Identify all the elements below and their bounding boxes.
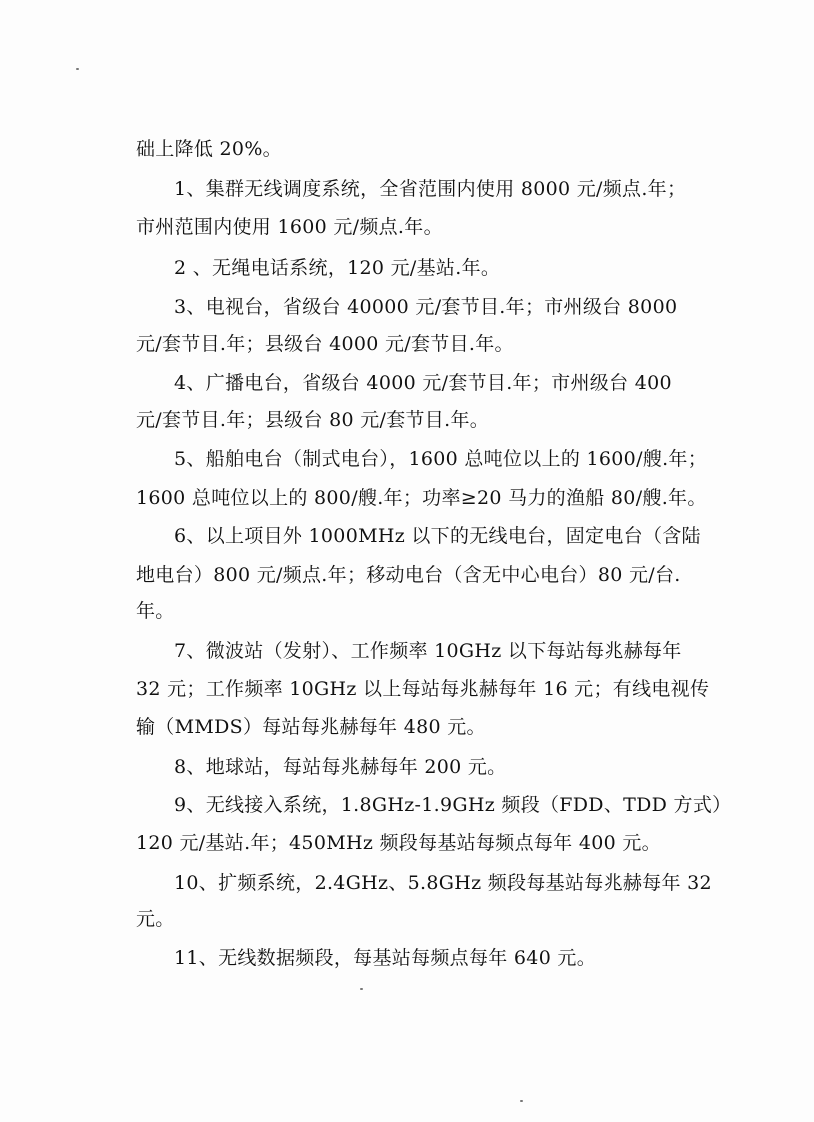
item-3-line-1: 3、电视台，省级台 40000 元/套节目.年；市州级台 8000 [174, 296, 678, 318]
text-line: 础上降低 20%。 [136, 138, 282, 160]
item-1-line-2: 市州范围内使用 1600 元/频点.年。 [136, 216, 443, 238]
scan-speck [520, 1100, 523, 1102]
item-6-line-3: 年。 [136, 600, 175, 622]
item-7-line-3: 输（MMDS）每站每兆赫每年 480 元。 [136, 716, 486, 738]
item-5-line-2: 1600 总吨位以上的 800/艘.年；功率≥20 马力的渔船 80/艘.年。 [136, 487, 707, 509]
item-8-line: 8、地球站，每站每兆赫每年 200 元。 [174, 756, 507, 778]
item-4-line-2: 元/套节目.年；县级台 80 元/套节目.年。 [136, 409, 490, 431]
item-10-line-1: 10、扩频系统，2.4GHz、5.8GHz 频段每基站每兆赫每年 32 [174, 872, 712, 894]
scan-speck [76, 68, 79, 70]
item-9-line-1: 9、无线接入系统，1.8GHz-1.9GHz 频段（FDD、TDD 方式） [174, 794, 732, 816]
item-11-line: 11、无线数据频段，每基站每频点每年 640 元。 [174, 947, 597, 969]
item-1-line-1: 1、集群无线调度系统，全省范围内使用 8000 元/频点.年； [174, 178, 687, 200]
item-9-line-2: 120 元/基站.年；450MHz 频段每基站每频点每年 400 元。 [136, 832, 661, 854]
item-10-line-2: 元。 [136, 908, 175, 930]
item-5-line-1: 5、船舶电台（制式电台），1600 总吨位以上的 1600/艘.年； [174, 448, 708, 470]
item-4-line-1: 4、广播电台，省级台 4000 元/套节目.年；市州级台 400 [174, 372, 672, 394]
item-7-line-1: 7、微波站（发射）、工作频率 10GHz 以下每站每兆赫每年 [174, 640, 682, 662]
item-6-line-1: 6、以上项目外 1000MHz 以下的无线电台，固定电台（含陆 [174, 525, 701, 547]
item-2-line: 2 、无绳电话系统，120 元/基站.年。 [174, 257, 501, 279]
item-7-line-2: 32 元；工作频率 10GHz 以上每站每兆赫每年 16 元；有线电视传 [136, 678, 710, 700]
item-6-line-2: 地电台）800 元/频点.年；移动电台（含无中心电台）80 元/台. [136, 564, 681, 586]
item-3-line-2: 元/套节目.年；县级台 4000 元/套节目.年。 [136, 333, 514, 355]
scan-speck [360, 988, 363, 990]
